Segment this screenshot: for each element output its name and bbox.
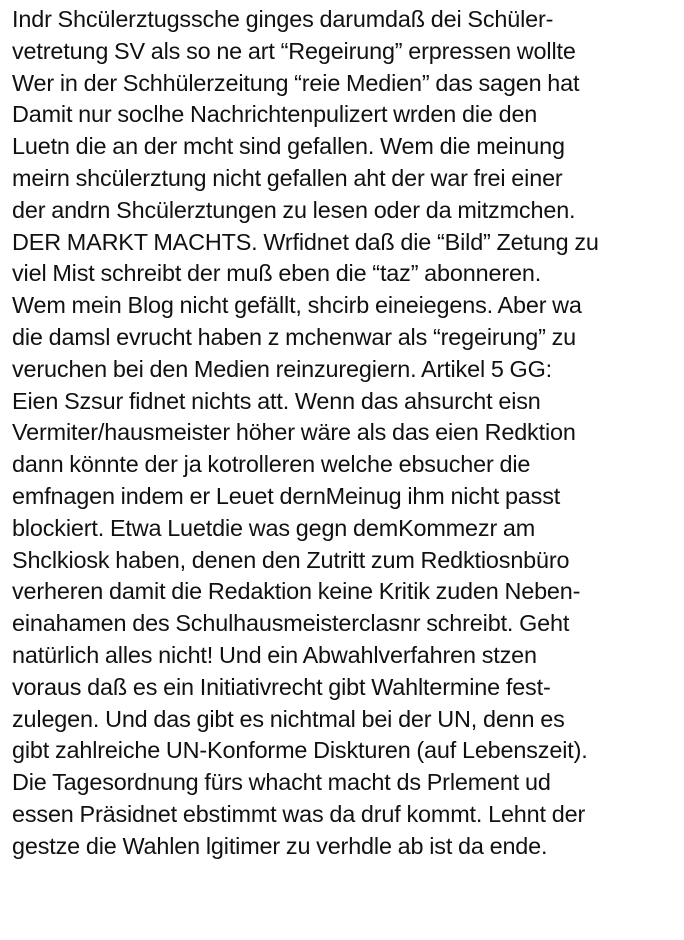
text-line: dann könnte der ja kotrolleren welche ebsucher die <box>12 451 531 478</box>
text-line: veruchen bei den Medien reinzuregiern. Artikel 5 GG: <box>12 355 552 382</box>
text-line: Wer in der Schhülerzeitung “reie Medien” das sagen hat <box>12 69 580 96</box>
text-line: vetretung SV als so ne art “Regeirung” erpressen wollte <box>12 37 576 64</box>
text-line: verheren damit die Redaktion keine Kritik zuden Neben- <box>12 578 581 605</box>
text-line: Shclkiosk haben, denen den Zutritt zum Redktiosnbüro <box>12 546 570 573</box>
text-line: Damit nur soclhe Nachrichtenpulizert wrden die den <box>12 101 538 128</box>
text-line: natürlich alles nicht! Und ein Abwahlverfahren stzen <box>12 641 537 668</box>
text-line: Luetn die an der mcht sind gefallen. Wem die meinung <box>12 133 565 160</box>
text-line: emfnagen indem er Leuet dernMeinug ihm nicht passt <box>12 482 561 509</box>
text-line: Vermiter/hausmeister höher wäre als das eien Redktion <box>12 419 576 446</box>
text-line: der andrn Shcülerztungen zu lesen oder da mitzmchen. <box>12 196 576 223</box>
text-line: Die Tagesordnung fürs whacht macht ds Prlement ud <box>12 769 551 796</box>
text-line: Eien Szsur fidnet nichts att. Wenn das ahsurcht eisn <box>12 387 541 414</box>
document-body <box>12 4 676 863</box>
text-line: gibt zahlreiche UN-Konforme Diskturen (auf Lebenszeit). <box>12 737 588 764</box>
text-line: Indr Shcülerztugssche ginges darumdaß dei Schüler- <box>12 6 554 32</box>
text-line: meirn shcülerztung nicht gefallen aht der war frei einer <box>12 164 563 191</box>
text-line: blockiert. Etwa Luetdie was gegn demKommezr am <box>12 514 536 541</box>
text-line: DER MARKT MACHTS. Wrfidnet daß die “Bild” Zetung zu <box>12 228 599 255</box>
text-line: Wem mein Blog nicht gefällt, shcirb eineiegens. Aber wa <box>12 292 582 319</box>
text-line: einahamen des Schulhausmeisterclasnr schreibt. Geht <box>12 610 570 637</box>
text-line: essen Präsidnet ebstimmt was da druf kommt. Lehnt der <box>12 800 586 827</box>
text-line: zulegen. Und das gibt es nichtmal bei der UN, denn es <box>12 705 565 732</box>
text-line: voraus daß es ein Initiativrecht gibt Wahltermine fest- <box>12 673 551 700</box>
text-line: gestze die Wahlen lgitimer zu verhdle ab ist da ende. <box>12 832 548 859</box>
text-line: viel Mist schreibt der muß eben die “taz” abonneren. <box>12 260 542 287</box>
text-line: die damsl evrucht haben z mchenwar als “regeirung” zu <box>12 323 576 350</box>
